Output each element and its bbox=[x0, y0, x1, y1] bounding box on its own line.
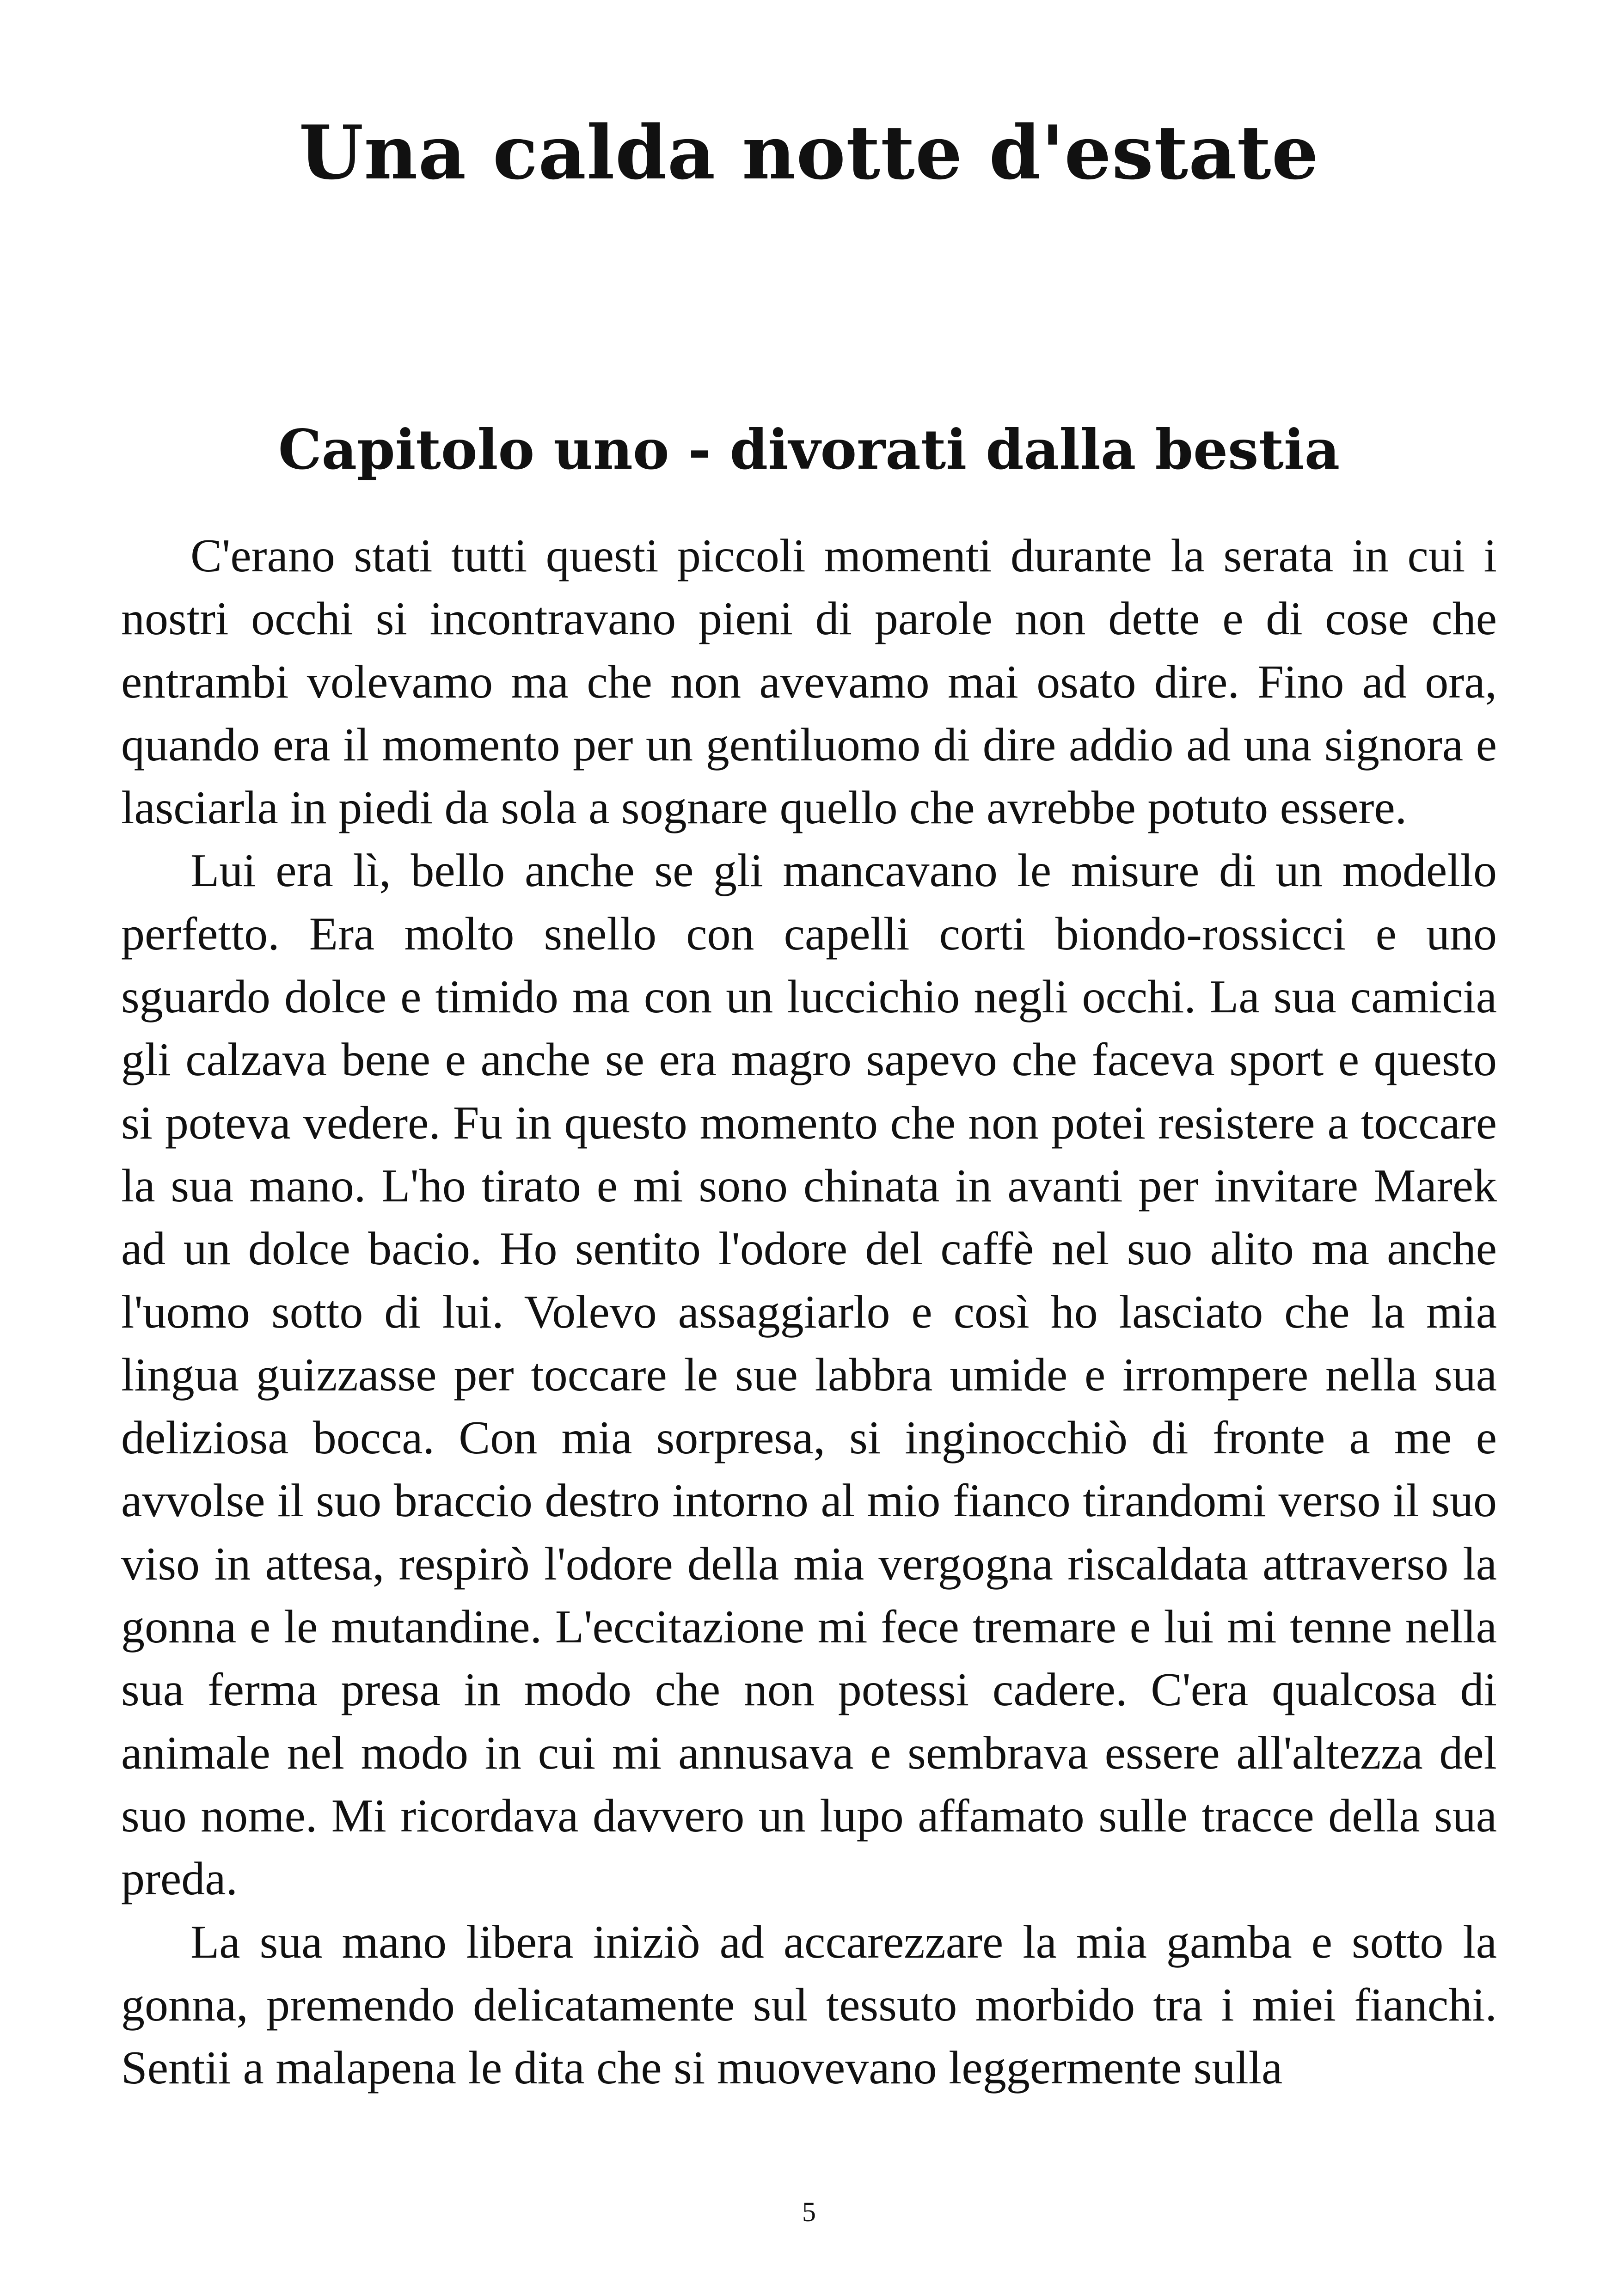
paragraph: La sua mano libera iniziò ad accarezzare la mia gamba e sotto la gonna, premendo delicatamente sul tessuto morbido tra i miei fianchi. Sentii a malapena le dita che si muovevano leggermente sulla bbox=[121, 1916, 1497, 2094]
paragraph: Lui era lì, bello anche se gli mancavano le misure di un modello perfetto. Era molto snello con capelli corti biondo-rossicci e uno sguardo dolce e timido ma con un luccichio negli occhi. La sua camicia gli calzava bene e anche se era magro sapevo che faceva sport e questo si poteva vedere. Fu in questo momento che non potei resistere a toccare la sua mano. L'ho tirato e mi sono chinata in avanti per invitare Marek ad un dolce bacio. Ho sentito l'odore del caffè nel suo alito ma anche l'uomo sotto di lui. Volevo assaggiarlo e così ho lasciato che la mia lingua guizzasse per toccare le sue labbra umide e irrompere nella sua deliziosa bocca. Con mia sorpresa, si inginocchiò di fronte a me e avvolse il suo braccio destro intorno al mio fianco tirandomi verso il suo viso in attesa, respirò l'odore della mia vergogna riscaldata attraverso la gonna e le mutandine. L'eccitazione mi fece tremare e lui mi tenne nella sua ferma presa in modo che non potessi cadere. C'era qualcosa di animale nel modo in cui mi annusava e sembrava essere all'altezza del suo nome. Mi ricordava davvero un lupo affamato sulle tracce della sua preda. bbox=[121, 845, 1497, 1905]
chapter-body bbox=[121, 525, 1497, 2100]
paragraph: C'erano stati tutti questi piccoli momenti durante la serata in cui i nostri occhi si incontravano pieni di parole non dette e di cose che entrambi volevamo ma che non avevamo mai osato dire. Fino ad ora, quando era il momento per un gentiluomo di dire addio ad una signora e lasciarla in piedi da sola a sognare quello che avrebbe potuto essere. bbox=[121, 530, 1497, 834]
book-title: Una calda notte d'estate bbox=[299, 109, 1319, 196]
chapter-title: Capitolo uno - divorati dalla bestia bbox=[278, 417, 1340, 482]
page-number: 5 bbox=[802, 2197, 816, 2227]
